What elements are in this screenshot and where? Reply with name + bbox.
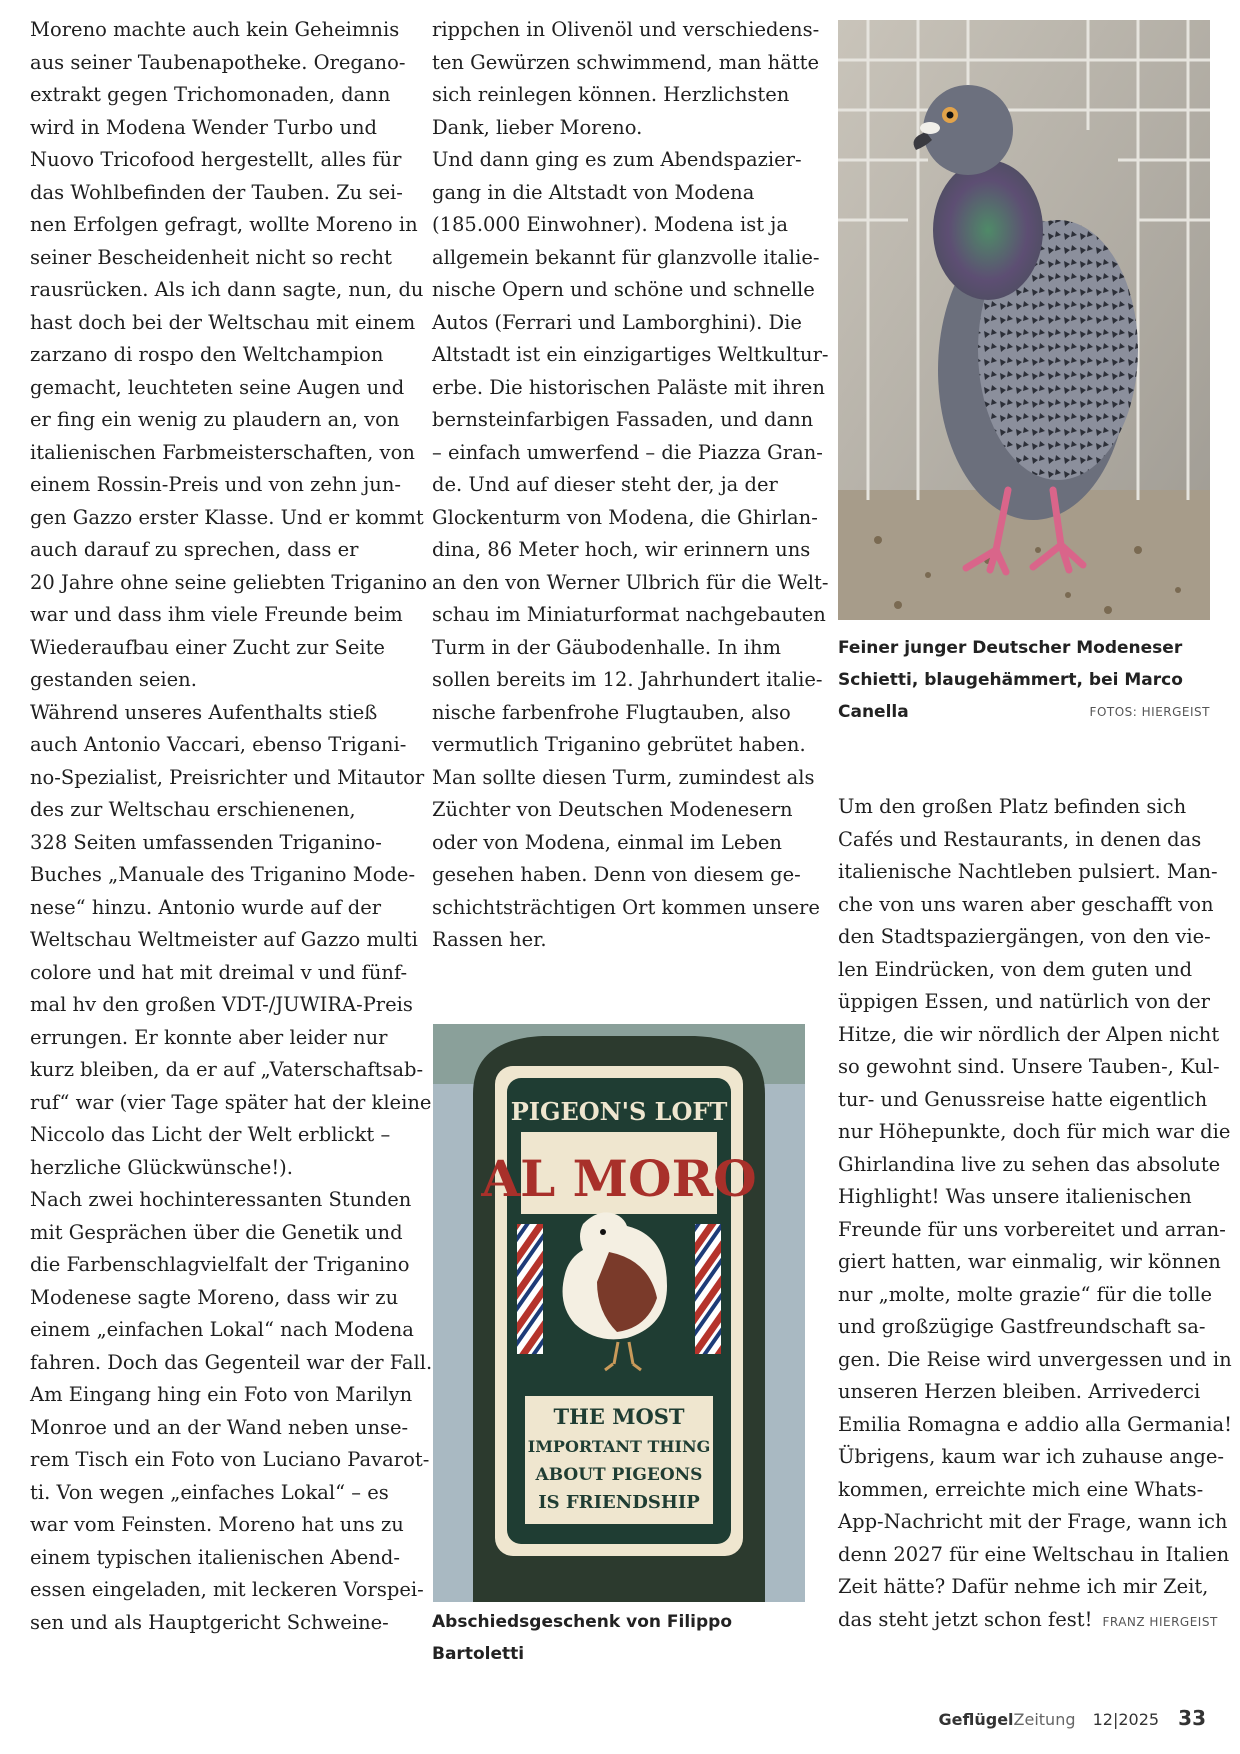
text-line: no-Spezialist, Preisrichter und Mitautor (30, 765, 425, 789)
text-line: Freunde für uns vorbereitet und arran- (838, 1217, 1226, 1241)
text-line: seiner Bescheidenheit nicht so recht (30, 245, 392, 269)
article-column-1 (30, 14, 433, 1639)
text-line: extrakt gegen Trichomonaden, dann (30, 83, 391, 106)
text-line: gemacht, leuchteten seine Augen und (30, 375, 405, 399)
bottle-label-top: PIGEON'S LOFT (510, 1097, 728, 1126)
text-line: len Eindrücken, von dem guten und (838, 957, 1193, 981)
text-line: nen Erfolgen gefragt, wollte Moreno in (30, 213, 418, 236)
text-line: schau im Miniaturformat nachgebauten (432, 603, 826, 626)
text-line: gen Gazzo erster Klasse. Und er kommt (30, 505, 424, 529)
text-line: Glockenturm von Modena, die Ghirlan- (432, 505, 818, 529)
pigeon-photo-caption (838, 632, 1210, 728)
text-line: Und dann ging es zum Abendspazier- (432, 148, 802, 171)
text-line: schichtsträchtigen Ort kommen unsere (432, 895, 820, 919)
text-line: 20 Jahre ohne seine geliebten Triganino (30, 570, 428, 594)
text-line: errungen. Er konnte aber leider nur (30, 1025, 388, 1049)
caption-line: Schietti, blaugehämmert, bei Marco (838, 670, 1183, 690)
text-line: nese“ hinzu. Antonio wurde auf der (30, 895, 382, 919)
text-line: giert hatten, war einmalig, wir können (838, 1250, 1221, 1273)
text-line: nur „molte, molte grazie“ für die tolle (838, 1282, 1213, 1306)
photo-credit: FOTOS: HIERGEIST (1089, 705, 1210, 719)
text-line: Man sollte diesen Turm, zumindest als (432, 765, 815, 789)
text-line: die Farbenschlagvielfalt der Triganino (30, 1253, 410, 1276)
text-line: gesehen haben. Denn von diesem ge- (432, 863, 801, 886)
text-line: Modenese sagte Moreno, dass wir zu (30, 1285, 399, 1309)
text-line: rem Tisch ein Foto von Luciano Pavarot- (30, 1448, 430, 1471)
caption-line: Canella (838, 702, 909, 722)
text-line: auch Antonio Vaccari, ebenso Trigani- (30, 733, 407, 756)
text-line: einem „einfachen Lokal“ nach Modena (30, 1318, 414, 1341)
text-line: den Stadtspaziergängen, von den vie- (838, 925, 1211, 948)
bottle-slogan-line: THE MOST (553, 1404, 685, 1429)
text-line: Autos (Ferrari und Lamborghini). Die (432, 310, 802, 334)
text-line: Dank, lieber Moreno. (432, 115, 643, 139)
text-line: Zeit hätte? Dafür nehme ich mir Zeit, (838, 1575, 1209, 1598)
text-line: nische Opern und schöne und schnelle (432, 278, 815, 301)
text-line: kommen, erreichte mich eine Whats- (838, 1477, 1204, 1501)
page-footer (939, 1706, 1207, 1730)
text-line: mit Gesprächen über die Genetik und (30, 1220, 403, 1244)
text-line: Turm in der Gäubodenhalle. In ihm (432, 635, 782, 659)
text-line: dina, 86 Meter hoch, wir erinnern uns (432, 538, 811, 561)
page-number: 33 (1178, 1706, 1206, 1730)
text-line: gen. Die Reise wird unvergessen und in (838, 1347, 1232, 1371)
text-line: Züchter von Deutschen Modenesern (432, 798, 793, 821)
caption-line: Feiner junger Deutscher Modeneser (838, 638, 1183, 658)
text-line: oder von Modena, einmal im Leben (432, 830, 782, 854)
magazine-name-bold: Geflügel (938, 1710, 1014, 1729)
text-line: unseren Herzen bleiben. Arrivederci (838, 1380, 1201, 1403)
text-line: war vom Feinsten. Moreno hat uns zu (30, 1513, 404, 1536)
text-line: ruf“ war (vier Tage später hat der kleine (30, 1090, 432, 1114)
text-line: Monroe und an der Wand neben unse- (30, 1415, 409, 1439)
text-line: sich reinlegen können. Herzlichsten (432, 83, 790, 106)
text-line: gestanden seien. (30, 668, 197, 691)
pigeon-illustration (838, 20, 1210, 620)
bottle-photo-caption: Abschiedsgeschenk von Filippo Bartoletti (432, 1612, 733, 1664)
text-line: Am Eingang hing ein Foto von Marilyn (30, 1383, 413, 1406)
text-line: Weltschau Weltmeister auf Gazzo multi (30, 928, 418, 951)
pigeon-photo (838, 20, 1210, 620)
text-line: colore und hat mit dreimal v und fünf- (30, 960, 408, 984)
text-line: fahren. Doch das Gegenteil war der Fall. (30, 1350, 433, 1374)
bottle-brand: AL MORO (481, 1149, 757, 1208)
text-line: hast doch bei der Weltschau mit einem (30, 310, 416, 334)
text-line: erbe. Die historischen Paläste mit ihren (432, 375, 825, 399)
text-line: tur- und Genussreise hatte eigentlich (838, 1087, 1208, 1111)
text-line: ten Gewürzen schwimmend, man hätte (432, 50, 820, 74)
text-line: er fing ein wenig zu plaudern an, von (30, 408, 400, 431)
issue-number: 12|2025 (1092, 1710, 1160, 1729)
text-line: so gewohnt sind. Unsere Tauben-, Kul- (838, 1055, 1220, 1078)
text-line: wird in Modena Wender Turbo und (30, 115, 378, 139)
text-line: üppigen Essen, und natürlich von der (838, 990, 1210, 1013)
text-line: nur Höhepunkte, doch für mich war die (838, 1120, 1231, 1143)
text-line: rippchen in Olivenöl und verschiedens- (432, 18, 820, 41)
text-line: 328 Seiten umfassenden Triganino- (30, 830, 382, 854)
text-line: Übrigens, kaum war ich zuhause ange- (838, 1445, 1225, 1468)
text-line: allgemein bekannt für glanzvolle italie- (432, 245, 820, 269)
text-line: Rassen her. (432, 928, 547, 951)
text-line: das Wohlbefinden der Tauben. Zu sei- (30, 180, 403, 204)
text-line: nische farbenfrohe Flugtauben, also (432, 700, 791, 724)
text-line: essen eingeladen, mit leckeren Vorspei- (30, 1578, 424, 1601)
author-credit: FRANZ HIERGEIST (1102, 1614, 1218, 1629)
text-line: an den von Werner Ulbrich für die Welt- (432, 570, 829, 594)
text-line: – einfach umwerfend – die Piazza Gran- (432, 440, 823, 464)
text-line: das steht jetzt schon fest! FRANZ HIERGEIST (838, 1607, 1218, 1631)
text-line: einem Rossin-Preis und von zehn jun- (30, 473, 402, 496)
text-line: Altstadt ist ein einzigartiges Weltkultur- (432, 343, 829, 366)
text-line: einem typischen italienischen Abend- (30, 1545, 400, 1569)
text-line: sollen bereits im 12. Jahrhundert italie- (432, 668, 823, 691)
text-line: italienischen Farbmeisterschaften, von (30, 440, 415, 464)
article-column-2 (432, 14, 829, 957)
bottle-illustration (433, 1024, 805, 1602)
text-line: des zur Weltschau erschienenen, (30, 798, 356, 821)
text-line: Emilia Romagna e addio alla Germania! (838, 1412, 1232, 1436)
text-line: zarzano di rospo den Weltchampion (30, 343, 384, 366)
text-line: Nach zwei hochinteressanten Stunden (30, 1188, 412, 1211)
text-line: italienische Nachtleben pulsiert. Man- (838, 860, 1218, 883)
text-line: gang in die Altstadt von Modena (432, 180, 755, 204)
text-line: sen und als Hauptgericht Schweine- (30, 1610, 389, 1634)
text-line: herzliche Glückwünsche!). (30, 1155, 293, 1179)
bottle-slogan-line: IMPORTANT THING (527, 1437, 711, 1456)
text-line: Während unseres Aufenthalts stieß (30, 700, 378, 724)
text-line: Hitze, die wir nördlich der Alpen nicht (838, 1022, 1220, 1046)
text-line: rausrücken. Als ich dann sagte, nun, du (30, 278, 424, 301)
text-line: vermutlich Triganino gebrütet haben. (432, 733, 806, 756)
bottle-slogan-line: ABOUT PIGEONS (535, 1465, 703, 1485)
text-line: denn 2027 für eine Weltschau in Italien (838, 1542, 1230, 1566)
text-line: Wiederaufbau einer Zucht zur Seite (30, 635, 385, 659)
text-line: de. Und auf dieser steht der, ja der (432, 473, 778, 496)
text-line: Nuovo Tricofood hergestellt, alles für (30, 148, 402, 171)
text-line: Ghirlandina live zu sehen das absolute (838, 1152, 1221, 1176)
magazine-name-light: Zeitung (1013, 1710, 1076, 1729)
text-line: mal hv den großen VDT-/JUWIRA-Preis (30, 993, 413, 1016)
text-line: kurz bleiben, da er auf „Vaterschaftsab- (30, 1058, 424, 1081)
text-line: auch darauf zu sprechen, dass er (30, 538, 359, 561)
text-line: und großzügige Gastfreundschaft sa- (838, 1315, 1206, 1338)
text-line: Moreno machte auch kein Geheimnis (30, 18, 400, 41)
text-line: war und dass ihm viele Freunde beim (30, 603, 403, 626)
text-line: Buches „Manuale des Triganino Mode- (30, 863, 416, 886)
bottle-slogan-line: IS FRIENDSHIP (538, 1492, 700, 1513)
text-line: Highlight! Was unsere italienischen (838, 1185, 1192, 1208)
article-column-3 (838, 791, 1232, 1636)
text-line: ti. Von wegen „einfaches Lokal“ – es (30, 1480, 389, 1504)
text-line: Cafés und Restaurants, in denen das (838, 827, 1202, 851)
text-line: App-Nachricht mit der Frage, wann ich (838, 1510, 1228, 1533)
text-line: Um den großen Platz befinden sich (838, 795, 1187, 818)
text-line: bernsteinfarbigen Fassaden, und dann (432, 408, 814, 431)
bottle-photo (433, 1024, 805, 1602)
text-line: Niccolo das Licht der Welt erblickt – (30, 1123, 391, 1146)
text-line: che von uns waren aber geschafft von (838, 892, 1214, 916)
text-line: (185.000 Einwohner). Modena ist ja (432, 213, 788, 236)
text-line: aus seiner Taubenapotheke. Oregano- (30, 50, 406, 74)
